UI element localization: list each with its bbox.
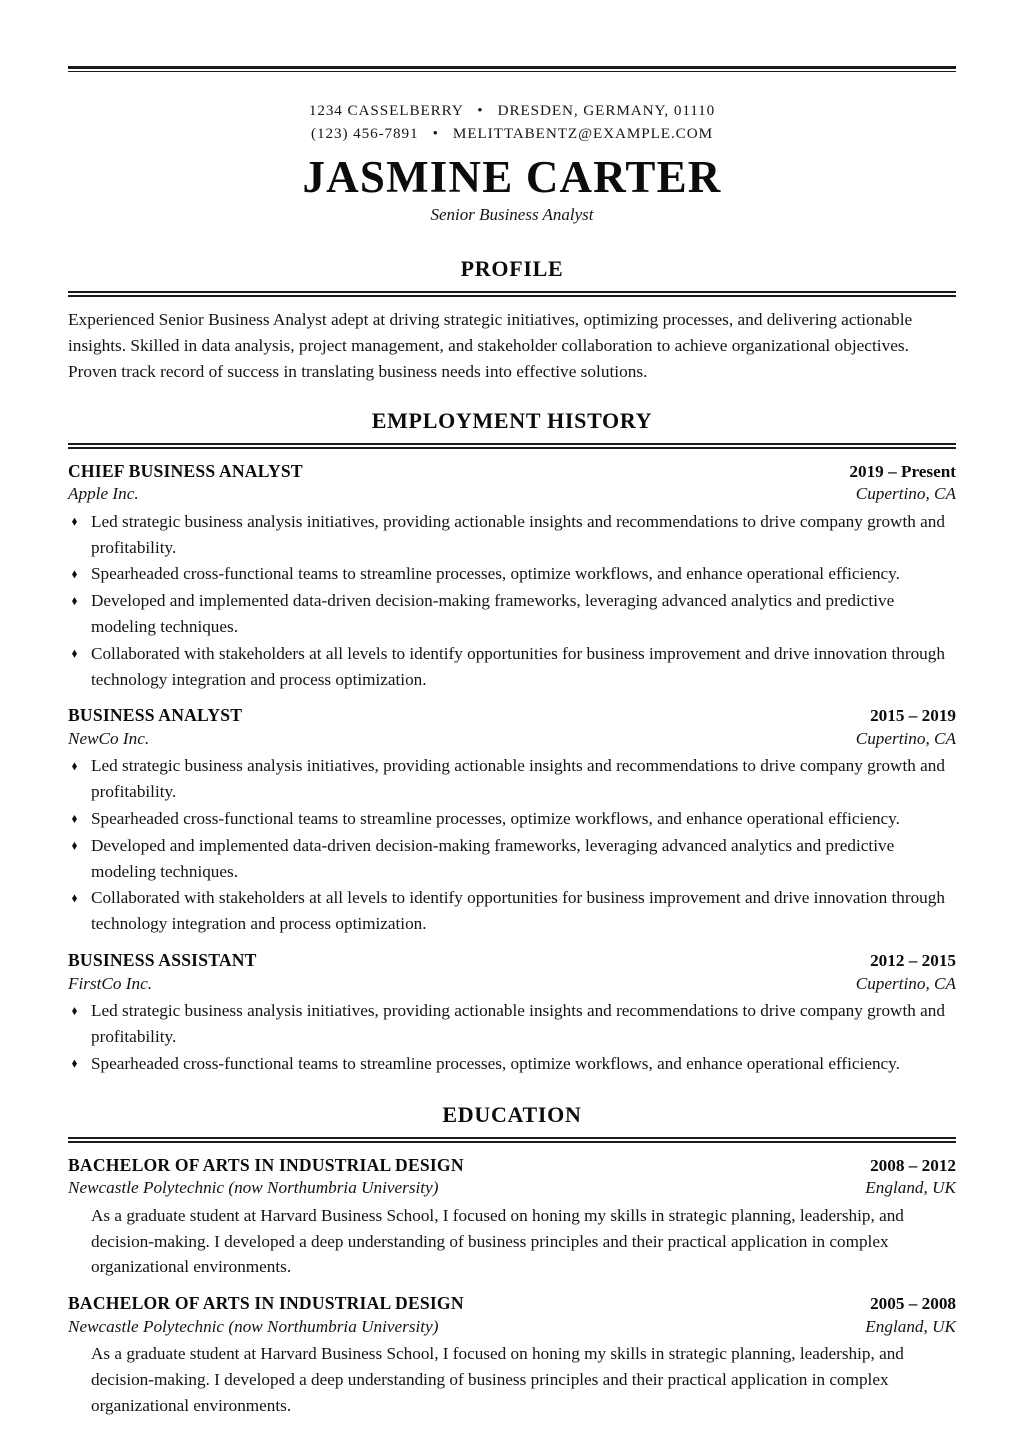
bullet-text: Spearheaded cross-functional teams to streamline processes, optimize workflows, and enhance operational efficiency. — [91, 809, 900, 829]
education-description: As a graduate student at Harvard Business School, I focused on honing my skills in strategic planning, leadership, and decision-making. I developed a deep understanding of business principles and their practical application in complex organizational environments. — [91, 1205, 904, 1277]
diamond-bullet-icon — [72, 561, 79, 587]
employment-job-title: BUSINESS ANALYST — [68, 705, 243, 726]
education-entry — [68, 1292, 956, 1418]
diamond-bullet-icon — [72, 998, 79, 1050]
section-title-employment: EMPLOYMENT HISTORY — [371, 408, 653, 434]
employment-entry-org-row — [68, 483, 956, 505]
bullet-text: Collaborated with stakeholders at all levels to identify opportunities for business improvement and drive innovation through technology integration and process optimization. — [91, 643, 945, 689]
diamond-bullet-icon — [72, 806, 79, 832]
employment-bullet-list — [68, 509, 956, 693]
candidate-name: JASMINE CARTER — [302, 152, 722, 203]
contact-block — [68, 72, 956, 145]
list-item — [68, 561, 956, 587]
employment-job-title: BUSINESS ASSISTANT — [68, 950, 257, 970]
section-education — [68, 1103, 956, 1418]
education-degree: BACHELOR OF ARTS IN INDUSTRIAL DESIGN — [68, 1293, 464, 1314]
contact-line-address: 1234 CASSELBERRY • DRESDEN, GERMANY, 01110 — [308, 102, 716, 120]
employment-dates: 2015 – 2019 — [870, 706, 956, 726]
section-title-education: EDUCATION — [442, 1102, 582, 1128]
employment-location: Cupertino, CA — [855, 729, 956, 749]
employment-location: Cupertino, CA — [855, 484, 956, 504]
education-institution: Newcastle Polytechnic (now Northumbria University) — [68, 1316, 439, 1336]
employment-dates: 2012 – 2015 — [870, 951, 956, 970]
education-location: England, UK — [865, 1316, 956, 1336]
diamond-bullet-icon — [72, 885, 79, 937]
employment-entry-org-row — [68, 728, 956, 750]
education-entry-degree-row — [68, 1154, 956, 1178]
education-description: As a graduate student at Harvard Business School, I focused on honing my skills in strategic planning, leadership, and decision-making. I developed a deep understanding of business principles and their practical application in complex organizational environments. — [91, 1344, 904, 1415]
education-entry-institution-row — [68, 1316, 956, 1338]
bullet-text: Developed and implemented data-driven decision-making frameworks, leveraging advanced analytics and predictive modeling techniques. — [91, 591, 895, 636]
bullet-text: Developed and implemented data-driven decision-making frameworks, leveraging advanced analytics and predictive modeling techniques. — [91, 835, 895, 881]
list-item — [68, 998, 956, 1050]
education-entry-degree-row — [68, 1292, 956, 1316]
bullet-text: Led strategic business analysis initiatives, providing actionable insights and recommendations to drive company growth and profitability. — [91, 756, 945, 802]
employment-company: FirstCo Inc. — [68, 973, 153, 993]
employment-dates: 2019 – Present — [849, 461, 956, 481]
list-item — [68, 509, 956, 561]
education-institution: Newcastle Polytechnic (now Northumbria University) — [68, 1178, 439, 1198]
list-item — [68, 885, 956, 937]
diamond-bullet-icon — [72, 641, 79, 693]
diamond-bullet-icon — [72, 509, 79, 561]
bullet-text: Led strategic business analysis initiatives, providing actionable insights and recommendations to drive company growth and profitability. — [91, 511, 945, 557]
diamond-bullet-icon — [72, 1051, 79, 1077]
diamond-bullet-icon — [72, 753, 79, 805]
profile-rule — [68, 291, 956, 297]
education-dates: 2008 – 2012 — [870, 1155, 956, 1175]
education-entry — [68, 1154, 956, 1280]
section-employment-history — [68, 409, 956, 1076]
employment-rule — [68, 443, 956, 449]
employment-company: NewCo Inc. — [68, 729, 150, 749]
employment-entry — [68, 949, 956, 1076]
education-entry-institution-row — [68, 1177, 956, 1199]
employment-entry-title-row — [68, 949, 956, 973]
diamond-bullet-icon — [72, 833, 79, 885]
employment-entry — [68, 460, 956, 693]
profile-text: Experienced Senior Business Analyst adept at driving strategic initiatives, optimizing processes, and delivering actionable insights. Skilled in data analysis, project management, and stakeholder collaboration to achieve organizational objectives. Proven track record of success in translating business needs into effective solutions. — [68, 309, 913, 382]
list-item — [68, 833, 956, 885]
list-item — [68, 753, 956, 805]
bullet-text: Led strategic business analysis initiatives, providing actionable insights and recommendations to drive company growth and profitability. — [91, 1001, 945, 1046]
header-top-rule-wrapper — [68, 0, 956, 72]
candidate-job-title: Senior Business Analyst — [430, 204, 594, 224]
education-degree: BACHELOR OF ARTS IN INDUSTRIAL DESIGN — [68, 1154, 464, 1175]
employment-entry-title-row — [68, 460, 956, 484]
list-item — [68, 641, 956, 693]
education-dates: 2005 – 2008 — [870, 1294, 956, 1314]
list-item — [68, 588, 956, 640]
employment-company: Apple Inc. — [68, 484, 139, 504]
education-rule — [68, 1137, 956, 1143]
employment-location: Cupertino, CA — [855, 973, 956, 993]
employment-bullet-list — [68, 753, 956, 937]
employment-job-title: CHIEF BUSINESS ANALYST — [68, 460, 303, 481]
bullet-text: Collaborated with stakeholders at all levels to identify opportunities for business improvement and drive innovation through technology integration and process optimization. — [91, 888, 945, 934]
education-location: England, UK — [865, 1178, 956, 1198]
diamond-bullet-icon — [72, 588, 79, 640]
employment-bullet-list — [68, 998, 956, 1076]
section-profile — [68, 257, 956, 385]
list-item — [68, 1051, 956, 1077]
employment-entry — [68, 704, 956, 937]
section-title-profile: PROFILE — [460, 256, 564, 282]
employment-entry-org-row — [68, 973, 956, 995]
bullet-text: Spearheaded cross-functional teams to streamline processes, optimize workflows, and enhance operational efficiency. — [91, 1053, 900, 1073]
bullet-text: Spearheaded cross-functional teams to streamline processes, optimize workflows, and enhance operational efficiency. — [91, 564, 900, 584]
contact-line-phone-email: (123) 456-7891 • MELITTABENTZ@EXAMPLE.COM — [311, 125, 713, 143]
list-item — [68, 806, 956, 832]
employment-entry-title-row — [68, 704, 956, 728]
